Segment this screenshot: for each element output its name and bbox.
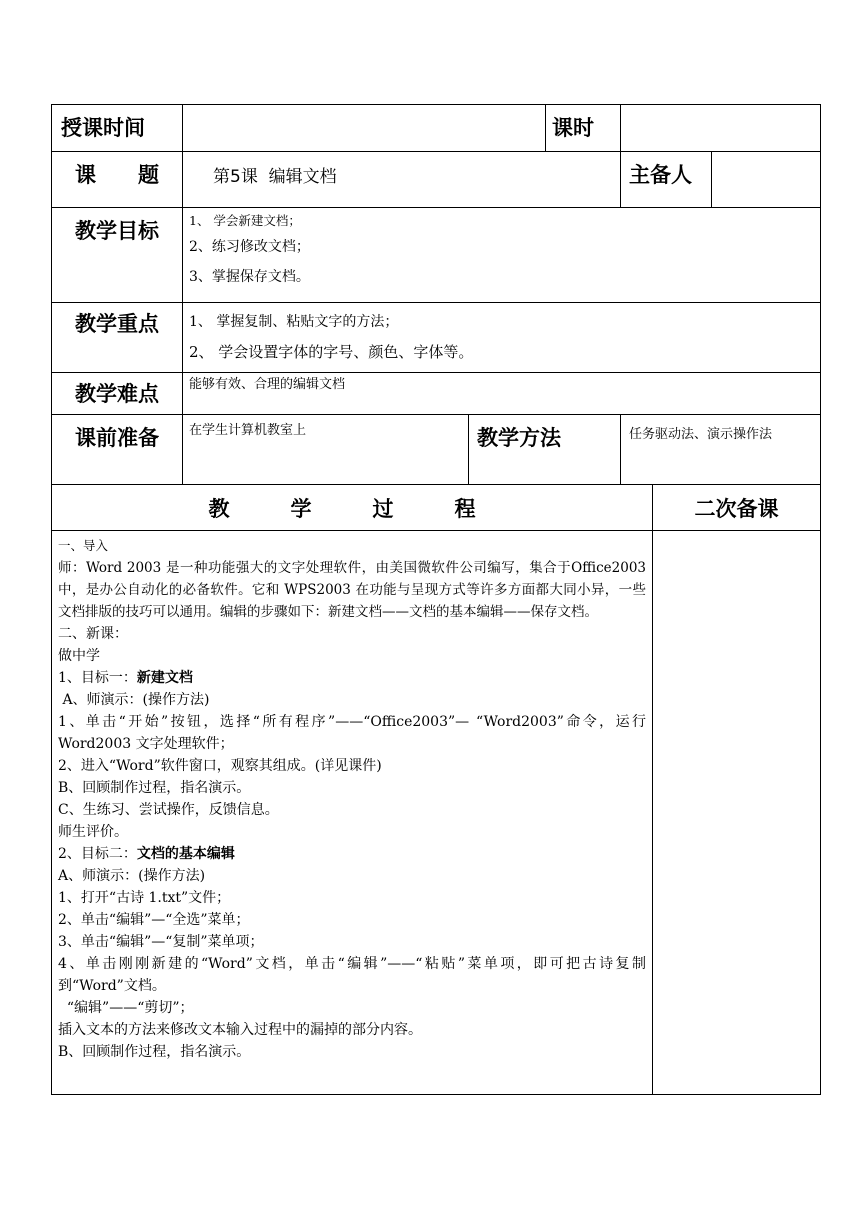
row-goals: [52, 208, 821, 303]
second-prep-title: 二次备课: [653, 485, 821, 531]
content-line: 2、单击“编辑”—“全选”菜单；: [58, 912, 250, 928]
row-keypoints: [52, 303, 821, 373]
process-title: 教 学 过 程: [52, 485, 653, 531]
preparer-label: 主备人: [621, 152, 712, 207]
difficulty-value: 能够有效、合理的编辑文档: [183, 373, 821, 415]
time-value: [183, 105, 546, 152]
content-line: 插入文本的方法来修改文本输入过程中的漏掉的部分内容。: [58, 1022, 422, 1038]
content-paragraph: 4、单击刚刚新建的“Word”文档，单击“编辑”——“粘贴”菜单项，即可把古诗复制到“Word”文档。: [58, 956, 647, 994]
content-line: B、回顾制作过程，指名演示。: [58, 1044, 251, 1060]
topic-value: 第5课 编辑文档: [183, 152, 621, 208]
content-line: C、生练习、尝试操作，反馈信息。: [58, 802, 279, 818]
content-line: [58, 843, 646, 865]
content-line: 一、导入: [58, 538, 109, 553]
goal1-prefix: 1、目标一：: [58, 670, 137, 686]
content-line: A、师演示：(操作方法): [58, 692, 210, 708]
content-paragraph: 师：Word 2003 是一种功能强大的文字处理软件，由美国微软件公司编写，集合于Office2003 中，是办公自动化的必备软件。它和 WPS2003 在功能与呈现方式等许多方面都大同小异，一些文档排版的技巧可以通用。编辑的步骤如下：新建文档——文档的基本编辑——保存文档。: [58, 560, 647, 620]
row-difficulty: [52, 373, 821, 415]
goal-item: 2、练习修改文档；: [189, 239, 310, 255]
keypoints-list: [183, 303, 821, 373]
row-preparation: [52, 415, 821, 485]
topic-label: 课 题: [52, 152, 183, 208]
keypoint-item: 1、 掌握复制、粘贴文字的方法；: [189, 314, 399, 330]
preparation-value: 在学生计算机教室上: [183, 415, 469, 485]
row-process-body: [52, 531, 821, 1095]
content-line: A、师演示：(操作方法): [58, 868, 206, 884]
row-time: [52, 105, 821, 152]
goal2-prefix: 2、目标二：: [58, 846, 137, 862]
keypoints-label: 教学重点: [52, 303, 183, 373]
goal-item: 1、 学会新建文档；: [189, 213, 301, 228]
content-line: [58, 667, 646, 689]
content-line: 1、打开“古诗 1.txt”文件；: [58, 890, 231, 906]
content-line: 做中学: [58, 648, 100, 664]
goal1-title: 新建文档: [136, 670, 193, 686]
content-line: 师生评价。: [58, 824, 128, 840]
period-value: [621, 105, 821, 152]
period-label: 课时: [546, 105, 621, 152]
goals-list: [183, 208, 821, 303]
preparer-value: [712, 152, 820, 207]
method-label: 教学方法: [469, 415, 621, 485]
process-content: [52, 531, 653, 1095]
content-line: 3、单击“编辑”—“复制”菜单项；: [58, 934, 264, 950]
content-paragraph: 1、单击“开始”按钮，选择“所有程序”——“Office2003”— “Word2003”命令，运行Word2003 文字处理软件；: [58, 714, 647, 752]
content-line: “编辑”——“剪切”；: [58, 1000, 194, 1016]
method-value: 任务驱动法、演示操作法: [621, 415, 821, 485]
content-line: B、回顾制作过程，指名演示。: [58, 780, 251, 796]
goals-label: 教学目标: [52, 208, 183, 303]
goal-item: 3、掌握保存文档。: [189, 269, 310, 285]
lesson-plan-table: [51, 104, 821, 1095]
goal2-title: 文档的基本编辑: [136, 846, 235, 862]
time-label: 授课时间: [52, 105, 183, 152]
difficulty-label: 教学难点: [52, 373, 183, 415]
row-process-head: [52, 485, 821, 531]
preparation-label: 课前准备: [52, 415, 183, 485]
second-prep-content: [653, 531, 821, 1095]
content-line: 二、新课：: [58, 626, 128, 642]
row-topic: [52, 152, 821, 208]
keypoint-item: 2、 学会设置字体的字号、颜色、字体等。: [189, 343, 474, 361]
content-line: 2、进入“Word”软件窗口，观察其组成。(详见课件): [58, 758, 382, 774]
